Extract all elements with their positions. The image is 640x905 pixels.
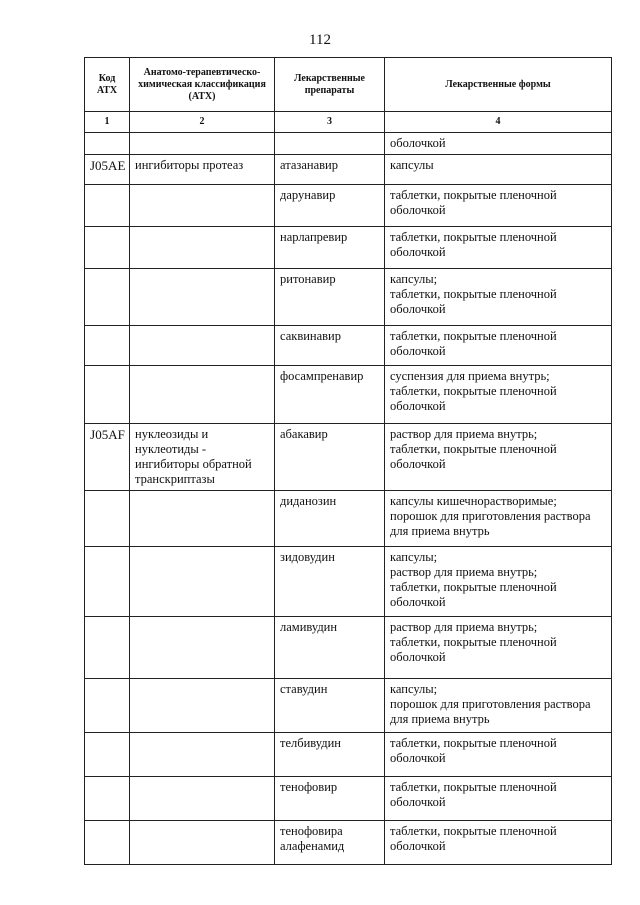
table-row	[85, 366, 612, 424]
form-cell: раствор для приема внутрь; таблетки, покрытые пленочной оболочкой	[385, 617, 612, 679]
code-cell	[85, 821, 130, 865]
table-row	[85, 269, 612, 326]
table-row	[85, 155, 612, 185]
classification-cell	[130, 227, 275, 269]
form-cell: таблетки, покрытые пленочной оболочкой	[385, 185, 612, 227]
drug-cell: тенофовира алафенамид	[275, 821, 385, 865]
drug-cell: нарлапревир	[275, 227, 385, 269]
classification-cell	[130, 617, 275, 679]
code-cell	[85, 733, 130, 777]
code-cell	[85, 269, 130, 326]
classification-cell: нуклеозиды и нуклеотиды - ингибиторы обратной транскриптазы	[130, 424, 275, 491]
code-cell	[85, 777, 130, 821]
table-row	[85, 185, 612, 227]
form-cell: суспензия для приема внутрь; таблетки, покрытые пленочной оболочкой	[385, 366, 612, 424]
column-number: 4	[385, 112, 612, 133]
form-cell: таблетки, покрытые пленочной оболочкой	[385, 227, 612, 269]
drug-cell: зидовудин	[275, 547, 385, 617]
form-cell: раствор для приема внутрь; таблетки, покрытые пленочной оболочкой	[385, 424, 612, 491]
classification-cell	[130, 366, 275, 424]
column-number: 2	[130, 112, 275, 133]
header-code: Код АТХ	[85, 58, 130, 112]
header-classification: Анатомо-терапевтическо-химическая классификация (АТХ)	[130, 58, 275, 112]
code-cell	[85, 547, 130, 617]
table-row	[85, 547, 612, 617]
code-cell	[85, 326, 130, 366]
form-cell: таблетки, покрытые пленочной оболочкой	[385, 777, 612, 821]
table-body	[85, 133, 612, 865]
table-row	[85, 491, 612, 547]
drug-cell: телбивудин	[275, 733, 385, 777]
drug-cell: тенофовир	[275, 777, 385, 821]
form-cell: таблетки, покрытые пленочной оболочкой	[385, 821, 612, 865]
code-cell	[85, 227, 130, 269]
drug-cell: атазанавир	[275, 155, 385, 185]
form-cell: оболочкой	[385, 133, 612, 155]
form-cell: таблетки, покрытые пленочной оболочкой	[385, 733, 612, 777]
drug-cell: ритонавир	[275, 269, 385, 326]
drug-cell: саквинавир	[275, 326, 385, 366]
classification-cell	[130, 185, 275, 227]
column-number: 3	[275, 112, 385, 133]
code-cell: J05AE	[85, 155, 130, 185]
drug-cell	[275, 133, 385, 155]
drug-cell: ставудин	[275, 679, 385, 733]
form-cell: капсулы; таблетки, покрытые пленочной оболочкой	[385, 269, 612, 326]
classification-cell	[130, 821, 275, 865]
code-cell	[85, 491, 130, 547]
table-row	[85, 227, 612, 269]
form-cell: капсулы; порошок для приготовления раствора для приема внутрь	[385, 679, 612, 733]
classification-cell	[130, 733, 275, 777]
code-cell	[85, 185, 130, 227]
header-forms: Лекарственные формы	[385, 58, 612, 112]
column-number: 1	[85, 112, 130, 133]
classification-cell	[130, 269, 275, 326]
form-cell: капсулы	[385, 155, 612, 185]
header-drugs: Лекарственные препараты	[275, 58, 385, 112]
code-cell: J05AF	[85, 424, 130, 491]
page-number: 112	[309, 32, 331, 48]
table-row	[85, 424, 612, 491]
table-row	[85, 326, 612, 366]
table-row	[85, 733, 612, 777]
form-cell: капсулы кишечнорастворимые; порошок для приготовления раствора для приема внутрь	[385, 491, 612, 547]
column-number-row	[85, 112, 612, 133]
classification-cell	[130, 491, 275, 547]
table-row	[85, 777, 612, 821]
drug-cell: абакавир	[275, 424, 385, 491]
drug-cell: ламивудин	[275, 617, 385, 679]
classification-cell: ингибиторы протеаз	[130, 155, 275, 185]
code-cell	[85, 617, 130, 679]
table-row	[85, 679, 612, 733]
form-cell: капсулы; раствор для приема внутрь; таблетки, покрытые пленочной оболочкой	[385, 547, 612, 617]
table-header-row	[85, 58, 612, 112]
code-cell	[85, 366, 130, 424]
classification-cell	[130, 547, 275, 617]
classification-cell	[130, 326, 275, 366]
classification-cell	[130, 133, 275, 155]
classification-cell	[130, 777, 275, 821]
classification-cell	[130, 679, 275, 733]
drug-cell: дарунавир	[275, 185, 385, 227]
atc-table	[84, 57, 612, 865]
table-row	[85, 821, 612, 865]
table-row	[85, 133, 612, 155]
code-cell	[85, 679, 130, 733]
drug-cell: фосампренавир	[275, 366, 385, 424]
code-cell	[85, 133, 130, 155]
form-cell: таблетки, покрытые пленочной оболочкой	[385, 326, 612, 366]
table-row	[85, 617, 612, 679]
drug-cell: диданозин	[275, 491, 385, 547]
